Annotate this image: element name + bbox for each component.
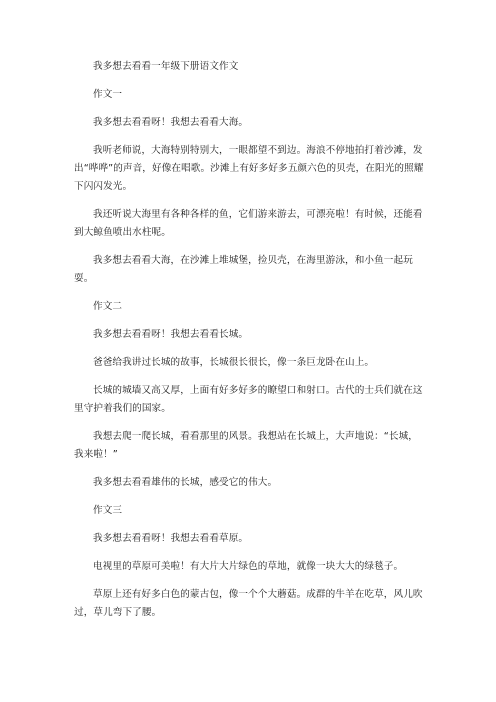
paragraph: 爸爸给我讲过长城的故事，长城很长很长，像一条巨龙卧在山上。 (93, 357, 375, 368)
paragraph: 我想去爬一爬长城，看看那里的风景。我想站在长城上，大声地说：“长城，我来啦！” (74, 431, 418, 460)
paragraph: 我还听说大海里有各种各样的鱼，它们游来游去，可漂亮啦！有时候，还能看到大鲸鱼喷出水柱呢。 (74, 209, 423, 238)
document-page (74, 58, 424, 622)
paragraph: 我多想去看看雄伟的长城，感受它的伟大。 (93, 477, 278, 488)
paragraph: 电视里的草原可美啦！有大片大片绿色的草地，就像一块大大的绿毯子。 (93, 561, 404, 572)
document-title: 我多想去看看一年级下册语文作文 (93, 61, 239, 72)
paragraph: 长城的城墙又高又厚，上面有好多好多的瞭望口和射口。古代的士兵们就在这里守护着我们的国家。 (74, 385, 423, 414)
section-heading: 作文一 (93, 89, 123, 100)
paragraph: 我多想去看看呀！我想去看看大海。 (93, 117, 249, 128)
paragraph: 我听老师说，大海特别特别大，一眼都望不到边。海浪不停地拍打着沙滩，发出“哗哗”的声音，好像在唱歌。沙滩上有好多好多五颜六色的贝壳，在阳光的照耀下闪闪发光。 (74, 145, 424, 192)
paragraph: 我多想去看看呀！我想去看看草原。 (93, 533, 249, 544)
paragraph: 我多想去看看呀！我想去看看长城。 (93, 329, 249, 340)
paragraph: 我多想去看看大海，在沙滩上堆城堡，捡贝壳，在海里游泳，和小鱼一起玩耍。 (74, 255, 413, 284)
section-heading: 作文三 (93, 505, 123, 516)
paragraph: 草原上还有好多白色的蒙古包，像一个个大蘑菇。成群的牛羊在吃草，风儿吹过，草儿弯下了腰。 (74, 589, 423, 618)
section-heading: 作文二 (93, 301, 123, 312)
